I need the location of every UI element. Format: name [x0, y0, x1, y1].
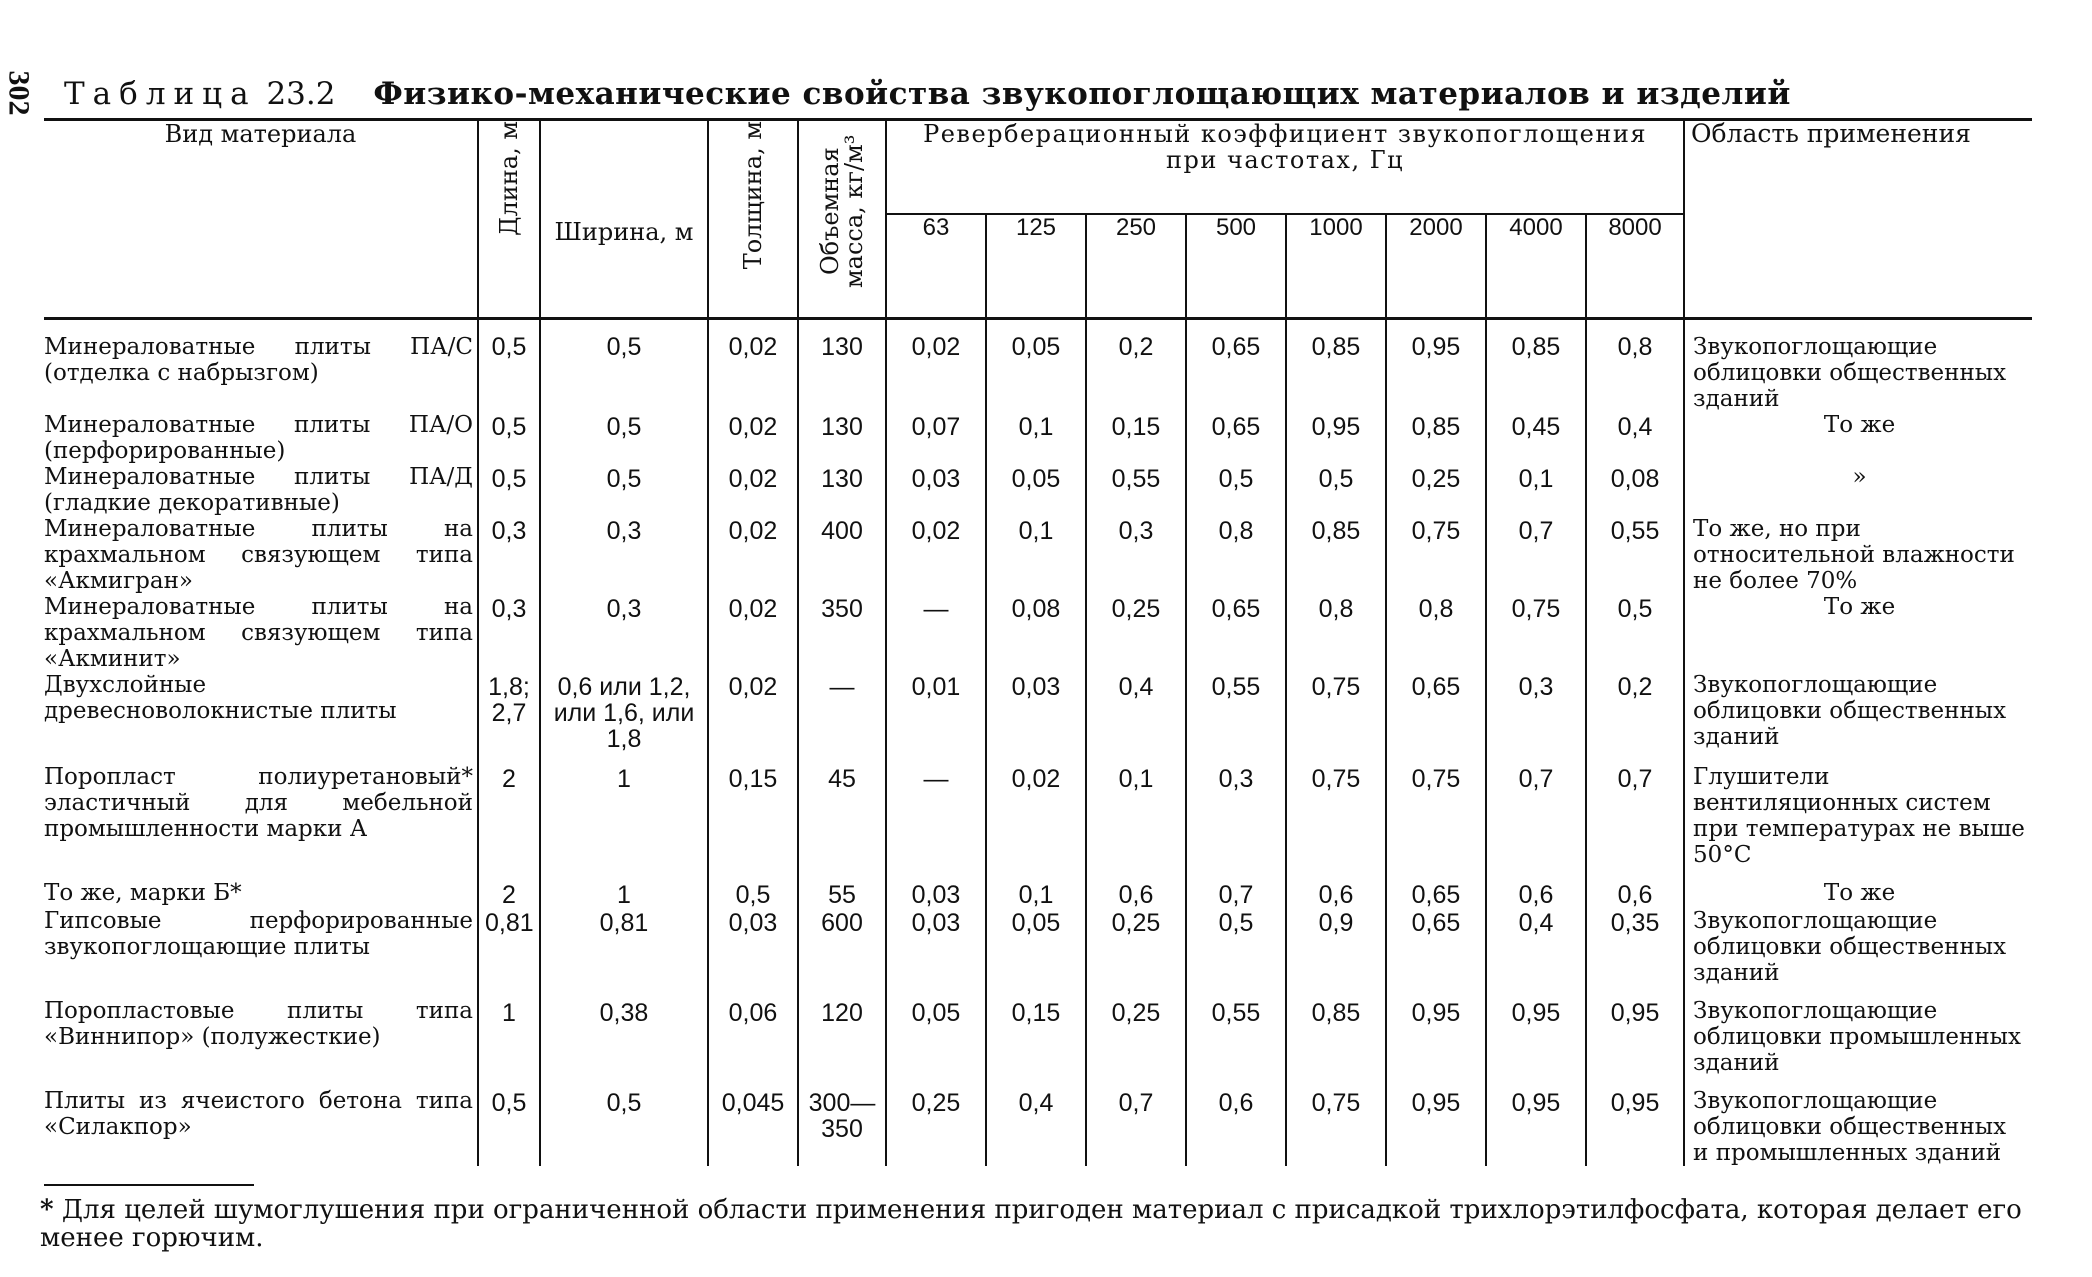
header-coef-group: Реверберационный коэффициент звукопоглощения при частотах, Гц: [886, 120, 1684, 215]
cell-length: 0,5: [478, 464, 540, 516]
cell-coef-1000: 0,8: [1286, 594, 1386, 672]
cell-coef-500: 0,65: [1186, 412, 1286, 464]
table-row: [44, 908, 2032, 998]
cell-material-name: Поропласт полиуретановый* эластичный для мебельной промышленности марки А: [44, 764, 478, 880]
header-density: Объемная масса, кг/м³: [798, 120, 886, 319]
cell-density: 130: [798, 319, 886, 413]
cell-application-area: Звукопоглощающие облицовки общественных и промышленных зданий: [1693, 1088, 2007, 1166]
cell-application-area: Звукопоглощающие облицовки общественных зданий: [1693, 672, 2007, 750]
cell-length: 0,5: [478, 1088, 540, 1166]
cell-coef-2000: 0,65: [1386, 880, 1486, 908]
cell-density: 55: [798, 880, 886, 908]
header-freq-500: 500: [1186, 214, 1286, 319]
cell-material-name: Минераловатные плиты ПА/Д (гладкие декоративные): [44, 464, 478, 516]
cell-coef-8000: 0,95: [1586, 998, 1684, 1088]
cell-coef-4000: 0,1: [1486, 464, 1586, 516]
cell-coef-250: 0,2: [1086, 319, 1186, 413]
cell-density: 120: [798, 998, 886, 1088]
cell-coef-250: 0,15: [1086, 412, 1186, 464]
header-freq-1000: 1000: [1286, 214, 1386, 319]
cell-width: 0,6 или 1,2, или 1,6, или 1,8: [540, 672, 708, 764]
cell-coef-63: 0,02: [886, 516, 986, 594]
cell-width: 1: [540, 880, 708, 908]
cell-application-area: Звукопоглощающие облицовки общественных зданий: [1693, 334, 2007, 412]
cell-coef-500: 0,6: [1186, 1088, 1286, 1166]
cell-coef-8000: 0,7: [1586, 764, 1684, 880]
cell-width: 0,5: [540, 412, 708, 464]
cell-coef-1000: 0,85: [1286, 998, 1386, 1088]
cell-length: 2: [478, 764, 540, 880]
cell-thickness: 0,045: [708, 1088, 798, 1166]
cell-coef-4000: 0,4: [1486, 908, 1586, 998]
footnote-text: Для целей шумоглушения при ограниченной области применения пригоден материал с присадкой трихлорэтилфосфата, которая делает его менее горючим.: [40, 1195, 2022, 1253]
cell-coef-125: 0,05: [986, 908, 1086, 998]
header-freq-2000: 2000: [1386, 214, 1486, 319]
cell-coef-125: 0,4: [986, 1088, 1086, 1166]
cell-length: 0,3: [478, 594, 540, 672]
table-row: [44, 998, 2032, 1088]
cell-width: 0,81: [540, 908, 708, 998]
footnote: [40, 1196, 2030, 1252]
table-row: [44, 880, 2032, 908]
cell-coef-8000: 0,55: [1586, 516, 1684, 594]
cell-coef-63: 0,25: [886, 1088, 986, 1166]
cell-coef-8000: 0,95: [1586, 1088, 1684, 1166]
cell-width: 0,5: [540, 319, 708, 413]
cell-coef-4000: 0,75: [1486, 594, 1586, 672]
cell-coef-1000: 0,75: [1286, 672, 1386, 764]
cell-coef-500: 0,5: [1186, 464, 1286, 516]
cell-density: 130: [798, 464, 886, 516]
cell-coef-2000: 0,85: [1386, 412, 1486, 464]
cell-application-area: Звукопоглощающие облицовки промышленных зданий: [1693, 998, 2021, 1076]
cell-coef-4000: 0,95: [1486, 1088, 1586, 1166]
cell-coef-500: 0,8: [1186, 516, 1286, 594]
cell-coef-4000: 0,45: [1486, 412, 1586, 464]
cell-thickness: 0,02: [708, 319, 798, 413]
cell-coef-63: 0,02: [886, 319, 986, 413]
cell-coef-250: 0,7: [1086, 1088, 1186, 1166]
cell-width: 0,3: [540, 594, 708, 672]
cell-coef-1000: 0,75: [1286, 1088, 1386, 1166]
cell-coef-250: 0,25: [1086, 594, 1186, 672]
cell-coef-125: 0,15: [986, 998, 1086, 1088]
cell-length: 1,8; 2,7: [478, 672, 540, 764]
cell-coef-250: 0,25: [1086, 998, 1186, 1088]
cell-coef-4000: 0,95: [1486, 998, 1586, 1088]
table-row: [44, 319, 2032, 413]
cell-application-area: »: [1852, 464, 1867, 490]
cell-density: 130: [798, 412, 886, 464]
cell-coef-8000: 0,35: [1586, 908, 1684, 998]
header-area: Область применения: [1691, 119, 1971, 148]
cell-coef-63: 0,01: [886, 672, 986, 764]
cell-application-area: Звукопоглощающие облицовки общественных зданий: [1693, 908, 2007, 986]
cell-coef-8000: 0,08: [1586, 464, 1684, 516]
cell-coef-125: 0,1: [986, 880, 1086, 908]
footnote-mark: *: [40, 1195, 54, 1225]
cell-coef-4000: 0,3: [1486, 672, 1586, 764]
header-freq-125: 125: [986, 214, 1086, 319]
cell-coef-500: 0,5: [1186, 908, 1286, 998]
cell-coef-1000: 0,85: [1286, 319, 1386, 413]
cell-coef-2000: 0,75: [1386, 764, 1486, 880]
cell-coef-2000: 0,8: [1386, 594, 1486, 672]
cell-length: 2: [478, 880, 540, 908]
cell-width: 0,5: [540, 464, 708, 516]
cell-coef-4000: 0,6: [1486, 880, 1586, 908]
header-length: Длина, м: [478, 120, 540, 319]
cell-thickness: 0,02: [708, 594, 798, 672]
cell-coef-500: 0,65: [1186, 319, 1286, 413]
cell-coef-2000: 0,75: [1386, 516, 1486, 594]
header-width: Ширина, м: [540, 120, 708, 319]
cell-length: 0,3: [478, 516, 540, 594]
cell-material-name: Гипсовые перфорированные звукопоглощающие плиты: [44, 908, 478, 998]
cell-material-name: То же, марки Б*: [44, 880, 478, 908]
cell-application-area: То же: [1823, 880, 1896, 906]
cell-thickness: 0,15: [708, 764, 798, 880]
cell-length: 1: [478, 998, 540, 1088]
cell-material-name: Минераловатные плиты ПА/О (перфорированные): [44, 412, 478, 464]
cell-density: 600: [798, 908, 886, 998]
cell-coef-2000: 0,65: [1386, 908, 1486, 998]
table-row: [44, 1088, 2032, 1166]
cell-density: —: [798, 672, 886, 764]
cell-material-name: Плиты из ячеистого бетона типа «Силакпор»: [44, 1088, 478, 1166]
header-freq-63: 63: [886, 214, 986, 319]
cell-coef-125: 0,1: [986, 412, 1086, 464]
cell-coef-63: 0,03: [886, 464, 986, 516]
cell-coef-1000: 0,5: [1286, 464, 1386, 516]
header-thickness: Толщина, м: [708, 120, 798, 319]
cell-material-name: Минераловатные плиты на крахмальном связующем типа «Акмигран»: [44, 516, 478, 594]
cell-coef-125: 0,08: [986, 594, 1086, 672]
cell-density: 45: [798, 764, 886, 880]
cell-thickness: 0,02: [708, 412, 798, 464]
cell-coef-500: 0,55: [1186, 998, 1286, 1088]
properties-table: [44, 118, 2032, 1166]
table-row: [44, 594, 2032, 672]
cell-coef-125: 0,05: [986, 464, 1086, 516]
cell-coef-1000: 0,75: [1286, 764, 1386, 880]
cell-coef-1000: 0,6: [1286, 880, 1386, 908]
table-row: [44, 764, 2032, 880]
caption-label: Таблица: [64, 76, 257, 112]
cell-coef-250: 0,4: [1086, 672, 1186, 764]
cell-coef-250: 0,1: [1086, 764, 1186, 880]
cell-coef-4000: 0,7: [1486, 764, 1586, 880]
table-caption: [64, 76, 1791, 112]
cell-coef-1000: 0,95: [1286, 412, 1386, 464]
cell-coef-8000: 0,4: [1586, 412, 1684, 464]
cell-application-area: То же: [1823, 412, 1896, 438]
cell-coef-63: 0,03: [886, 908, 986, 998]
header-material: Вид материала: [44, 120, 478, 319]
cell-width: 0,3: [540, 516, 708, 594]
cell-material-name: Двухслойные древесноволокнистые плиты: [44, 672, 478, 764]
table-row: [44, 464, 2032, 516]
cell-material-name: Поропластовые плиты типа «Виннипор» (полужесткие): [44, 998, 478, 1088]
page-number: 302: [2, 70, 36, 116]
cell-application-area: То же: [1823, 594, 1896, 620]
cell-coef-4000: 0,85: [1486, 319, 1586, 413]
footnote-rule: [44, 1184, 254, 1186]
caption-title: Физико-механические свойства звукопоглощающих материалов и изделий: [373, 76, 1791, 112]
cell-thickness: 0,02: [708, 464, 798, 516]
cell-coef-8000: 0,2: [1586, 672, 1684, 764]
cell-width: 0,38: [540, 998, 708, 1088]
cell-coef-1000: 0,9: [1286, 908, 1386, 998]
cell-coef-2000: 0,95: [1386, 1088, 1486, 1166]
header-freq-250: 250: [1086, 214, 1186, 319]
header-freq-4000: 4000: [1486, 214, 1586, 319]
cell-coef-4000: 0,7: [1486, 516, 1586, 594]
table-row: [44, 412, 2032, 464]
cell-density: 300—350: [798, 1088, 886, 1166]
cell-coef-125: 0,02: [986, 764, 1086, 880]
cell-coef-500: 0,7: [1186, 880, 1286, 908]
cell-width: 0,5: [540, 1088, 708, 1166]
cell-thickness: 0,06: [708, 998, 798, 1088]
table-header: [44, 120, 2032, 319]
cell-coef-500: 0,65: [1186, 594, 1286, 672]
cell-density: 350: [798, 594, 886, 672]
cell-application-area: Глушители вентиляционных систем при температурах не выше 50°С: [1693, 764, 2025, 868]
cell-coef-2000: 0,25: [1386, 464, 1486, 516]
cell-coef-250: 0,6: [1086, 880, 1186, 908]
cell-thickness: 0,02: [708, 516, 798, 594]
cell-coef-63: —: [886, 764, 986, 880]
cell-coef-8000: 0,5: [1586, 594, 1684, 672]
cell-coef-2000: 0,95: [1386, 998, 1486, 1088]
cell-coef-1000: 0,85: [1286, 516, 1386, 594]
cell-coef-8000: 0,6: [1586, 880, 1684, 908]
cell-coef-63: —: [886, 594, 986, 672]
cell-width: 1: [540, 764, 708, 880]
cell-length: 0,5: [478, 319, 540, 413]
cell-thickness: 0,5: [708, 880, 798, 908]
cell-coef-250: 0,25: [1086, 908, 1186, 998]
cell-coef-250: 0,55: [1086, 464, 1186, 516]
cell-coef-250: 0,3: [1086, 516, 1186, 594]
header-freq-8000: 8000: [1586, 214, 1684, 319]
caption-number: 23.2: [266, 76, 336, 112]
cell-coef-125: 0,03: [986, 672, 1086, 764]
table-row: [44, 672, 2032, 764]
cell-material-name: Минераловатные плиты ПА/С (отделка с набрызгом): [44, 319, 478, 413]
cell-coef-63: 0,05: [886, 998, 986, 1088]
cell-coef-2000: 0,95: [1386, 319, 1486, 413]
cell-coef-2000: 0,65: [1386, 672, 1486, 764]
cell-coef-125: 0,05: [986, 319, 1086, 413]
cell-length: 0,5: [478, 412, 540, 464]
cell-thickness: 0,02: [708, 672, 798, 764]
cell-coef-125: 0,1: [986, 516, 1086, 594]
cell-coef-63: 0,07: [886, 412, 986, 464]
table-body: [44, 319, 2032, 1167]
cell-coef-500: 0,3: [1186, 764, 1286, 880]
cell-density: 400: [798, 516, 886, 594]
cell-coef-63: 0,03: [886, 880, 986, 908]
cell-coef-8000: 0,8: [1586, 319, 1684, 413]
cell-length: 0,81: [478, 908, 540, 998]
cell-thickness: 0,03: [708, 908, 798, 998]
cell-material-name: Минераловатные плиты на крахмальном связующем типа «Акминит»: [44, 594, 478, 672]
cell-coef-500: 0,55: [1186, 672, 1286, 764]
cell-application-area: То же, но при относительной влажности не более 70%: [1693, 516, 2015, 594]
table-row: [44, 516, 2032, 594]
